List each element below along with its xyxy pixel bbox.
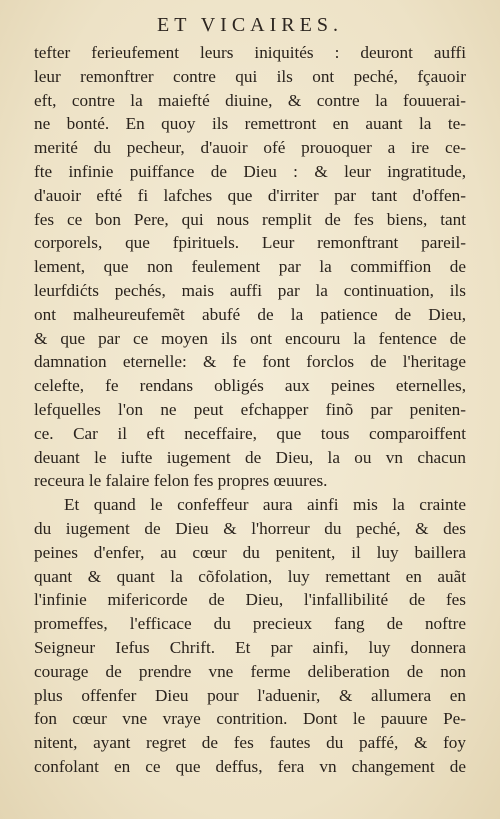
text-line: fon cœur vne vraye contrition. Dont le pauure Pe- bbox=[34, 709, 466, 729]
text-line: deuant le iufte iugement de Dieu, la ou vn chacun bbox=[34, 447, 466, 467]
paragraph-1 bbox=[34, 41, 466, 493]
text-line: plus offenfer Dieu pour l'aduenir, & allumera en bbox=[34, 685, 466, 705]
text-line: & que par ce moyen ils ont encouru la fentence de bbox=[34, 328, 466, 348]
text-line: corporels, que fpirituels. Leur remonftrant pareil- bbox=[34, 233, 466, 253]
text-line: ce. Car il eft neceffaire, que tous comparoiffent bbox=[34, 423, 466, 443]
text-line: celefte, fe rendans obligés aux peines eternelles, bbox=[34, 376, 466, 396]
text-line: du iugement de Dieu & l'horreur du peché, & des bbox=[34, 518, 466, 538]
text-line: fes ce bon Pere, qui nous remplit de fes biens, tant bbox=[34, 209, 466, 229]
text-line: leurfdićts pechés, mais auffi par la continuation, ils bbox=[34, 280, 466, 300]
text-line: peines d'enfer, au cœur du penitent, il luy baillera bbox=[34, 542, 466, 562]
text-line: eft, contre la maiefté diuine, & contre la fouuerai- bbox=[34, 90, 466, 110]
text-line: ont malheureufemẽt abufé de la patience de Dieu, bbox=[34, 304, 466, 324]
text-line: courage de prendre vne ferme deliberation de non bbox=[34, 661, 466, 681]
text-line: nitent, ayant regret de fes fautes du paffé, & foy bbox=[34, 733, 466, 753]
body-text bbox=[34, 41, 466, 779]
text-line: lement, que non feulement par la commiffion de bbox=[34, 257, 466, 277]
text-line: Seigneur Iefus Chrift. Et par ainfi, luy donnera bbox=[34, 637, 466, 657]
text-line: fte infinie puiffance de Dieu : & leur ingratitude, bbox=[34, 161, 466, 181]
text-line: promeffes, l'efficace du precieux fang de noftre bbox=[34, 614, 466, 634]
running-title: ET VICAIRES. bbox=[157, 14, 343, 36]
text-line: d'auoir efté fi lafches que d'irriter par tant d'offen- bbox=[34, 185, 466, 205]
text-line: damnation eternelle: & fe font forclos de l'heritage bbox=[34, 352, 466, 372]
text-line: leur remonftrer contre qui ils ont peché, fçauoir bbox=[34, 66, 466, 86]
text-line: quant & quant la cõfolation, luy remettant en auãt bbox=[34, 566, 466, 586]
paragraph-2 bbox=[34, 493, 466, 779]
text-line: merité du pecheur, d'auoir ofé prouoquer a ire ce- bbox=[34, 138, 466, 158]
text-line: l'infinie mifericorde de Dieu, l'infallibilité de fes bbox=[34, 590, 466, 610]
text-line: lefquelles l'on ne peut efchapper finõ par peniten- bbox=[34, 399, 466, 419]
text-line: confolant en ce que deffus, fera vn changement de bbox=[34, 756, 466, 776]
text-line: tefter ferieufement leurs iniquités : deuront auffi bbox=[34, 43, 466, 62]
text-line: ne bonté. En quoy ils remettront en auant la te- bbox=[34, 114, 466, 134]
text-line: receura le falaire felon fes propres œuures. bbox=[34, 471, 328, 491]
text-line: Et quand le confeffeur aura ainfi mis la crainte bbox=[64, 495, 466, 515]
